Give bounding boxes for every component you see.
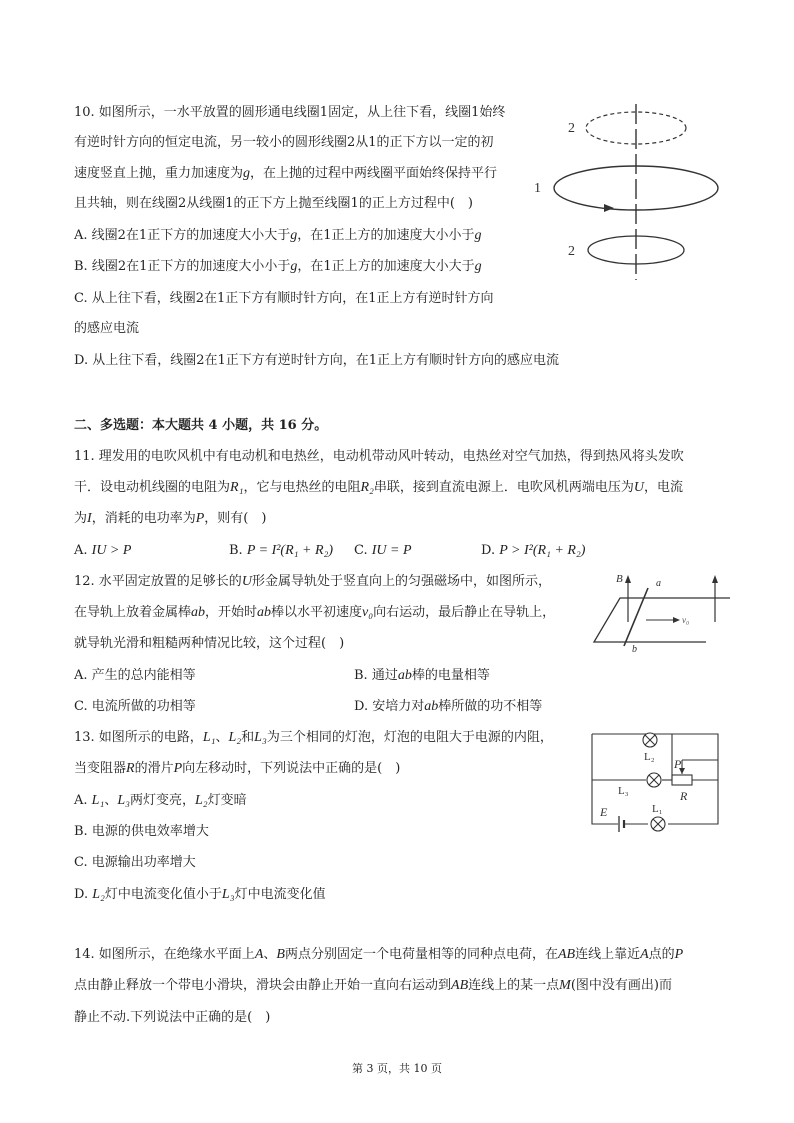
q14-line-1: 14. 如图所示，在绝缘水平面上A、B两点分别固定一个电荷量相等的同种点电荷，在AB连线上靠近A点的P (74, 947, 684, 962)
label-l1: L₁ (652, 803, 663, 815)
label-e: E (600, 805, 608, 819)
q10-option-a: A. 线圈2在1正下方的加速度大小大于g，在1正上方的加速度大小小于g (74, 228, 482, 243)
q10-option-b: B. 线圈2在1正下方的加速度大小小于g，在1正上方的加速度大小大于g (74, 259, 482, 274)
velocity-label: v₀ (682, 615, 690, 625)
q13-line-2: 当变阻器R的滑片P向左移动时，下列说法中正确的是( ) (74, 761, 401, 776)
coil-label-top: 2 (568, 121, 575, 136)
label-l2: L₂ (644, 751, 655, 763)
q13-option-d: D. L₂灯中电流变化值小于L₃灯中电流变化值 (74, 887, 326, 902)
q10-line-4: 且共轴，则在线圈2从线圈1的正下方上抛至线圈1的正上方过程中( ) (74, 196, 473, 211)
q10-line-1: 10. 如图所示，一水平放置的圆形通电线圈1固定，从上往下看，线圈1始终 (74, 105, 506, 120)
rod-end-a: a (656, 578, 661, 589)
q10-option-d: D. 从上往下看，线圈2在1正下方有逆时针方向，在1正上方有顺时针方向的感应电流 (74, 353, 560, 368)
q10-coil-figure (530, 100, 720, 290)
field-arrow-icon (625, 575, 631, 583)
field-arrow-icon (712, 575, 718, 583)
q12-option-a: A. 产生的总内能相等 (74, 668, 196, 683)
section-heading: 二、多选题：本大题共 4 小题，共 16 分。 (74, 418, 328, 433)
q13-option-b: B. 电源的供电效率增大 (74, 824, 209, 839)
q14-line-2: 点由静止释放一个带电小滑块，滑块会由静止开始一直向右运动到AB连线上的某一点M(图中没有画出)而 (74, 978, 672, 993)
lamp-l3-icon (647, 773, 661, 787)
current-arrow-icon (604, 204, 614, 212)
page-footer: 第 3 页，共 10 页 (352, 1062, 442, 1075)
battery-icon (619, 816, 624, 832)
q11-option-d: D. P > I²(R₁ + R₂) (481, 543, 586, 558)
q10-line-3: 速度竖直上抛，重力加速度为g，在上抛的过程中两线圈平面始终保持平行 (74, 166, 498, 181)
coil-label-mid: 1 (534, 181, 541, 196)
q12-rail-figure (590, 572, 740, 655)
label-l3: L₃ (618, 785, 629, 797)
q12-option-d: D. 安培力对ab棒所做的功不相等 (354, 699, 543, 714)
lamp-l2-icon (643, 733, 657, 747)
lamp-l1-icon (651, 817, 665, 831)
q13-option-c: C. 电源输出功率增大 (74, 855, 196, 870)
q11-line-1: 11. 理发用的电吹风机中有电动机和电热丝，电动机带动风叶转动，电热丝对空气加热，得到热风将头发吹 (74, 449, 684, 464)
q11-line-2: 干．设电动机线圈的电阻为R₁，它与电热丝的电阻R₂串联，接到直流电源上．电吹风机两端电压为U，电流 (74, 480, 684, 495)
rod-end-b: b (632, 644, 637, 655)
q12-option-c: C. 电流所做的功相等 (74, 699, 196, 714)
q10-option-c: C. 从上往下看，线圈2在1正下方有顺时针方向，在1正上方有逆时针方向 (74, 291, 494, 306)
q10-line-2: 有逆时针方向的恒定电流，另一较小的圆形线圈2从1的正下方以一定的初 (74, 135, 494, 150)
q11-option-a: A. IU > P (74, 543, 132, 558)
q11-line-3: 为I，消耗的电功率为P，则有( ) (74, 511, 267, 526)
field-label: B (616, 573, 623, 585)
label-r: R (680, 789, 688, 803)
q12-option-b: B. 通过ab棒的电量相等 (354, 668, 490, 683)
q14-line-3: 静止不动.下列说法中正确的是( ) (74, 1010, 271, 1025)
q12-line-1: 12. 水平固定放置的足够长的U形金属导轨处于竖直向上的匀强磁场中，如图所示， (74, 574, 551, 589)
q13-option-a: A. L₁、L₃两灯变亮，L₂灯变暗 (74, 793, 247, 808)
q13-circuit-figure (588, 730, 728, 830)
q12-line-2: 在导轨上放着金属棒ab，开始时ab棒以水平初速度v₀向右运动，最后静止在导轨上， (74, 605, 556, 620)
q12-line-3: 就导轨光滑和粗糙两种情况比较，这个过程( ) (74, 636, 345, 651)
q10-option-c-cont: 的感应电流 (74, 321, 140, 336)
q11-option-b: B. P = I²(R₁ + R₂) (229, 543, 334, 558)
q13-line-1: 13. 如图所示的电路，L₁、L₂和L₃为三个相同的灯泡，灯泡的电阻大于电源的内阻， (74, 730, 553, 745)
velocity-arrow-icon (673, 617, 680, 623)
q11-option-c: C. IU = P (354, 543, 412, 558)
label-p: P (674, 757, 682, 771)
coil-label-bot: 2 (568, 244, 575, 259)
